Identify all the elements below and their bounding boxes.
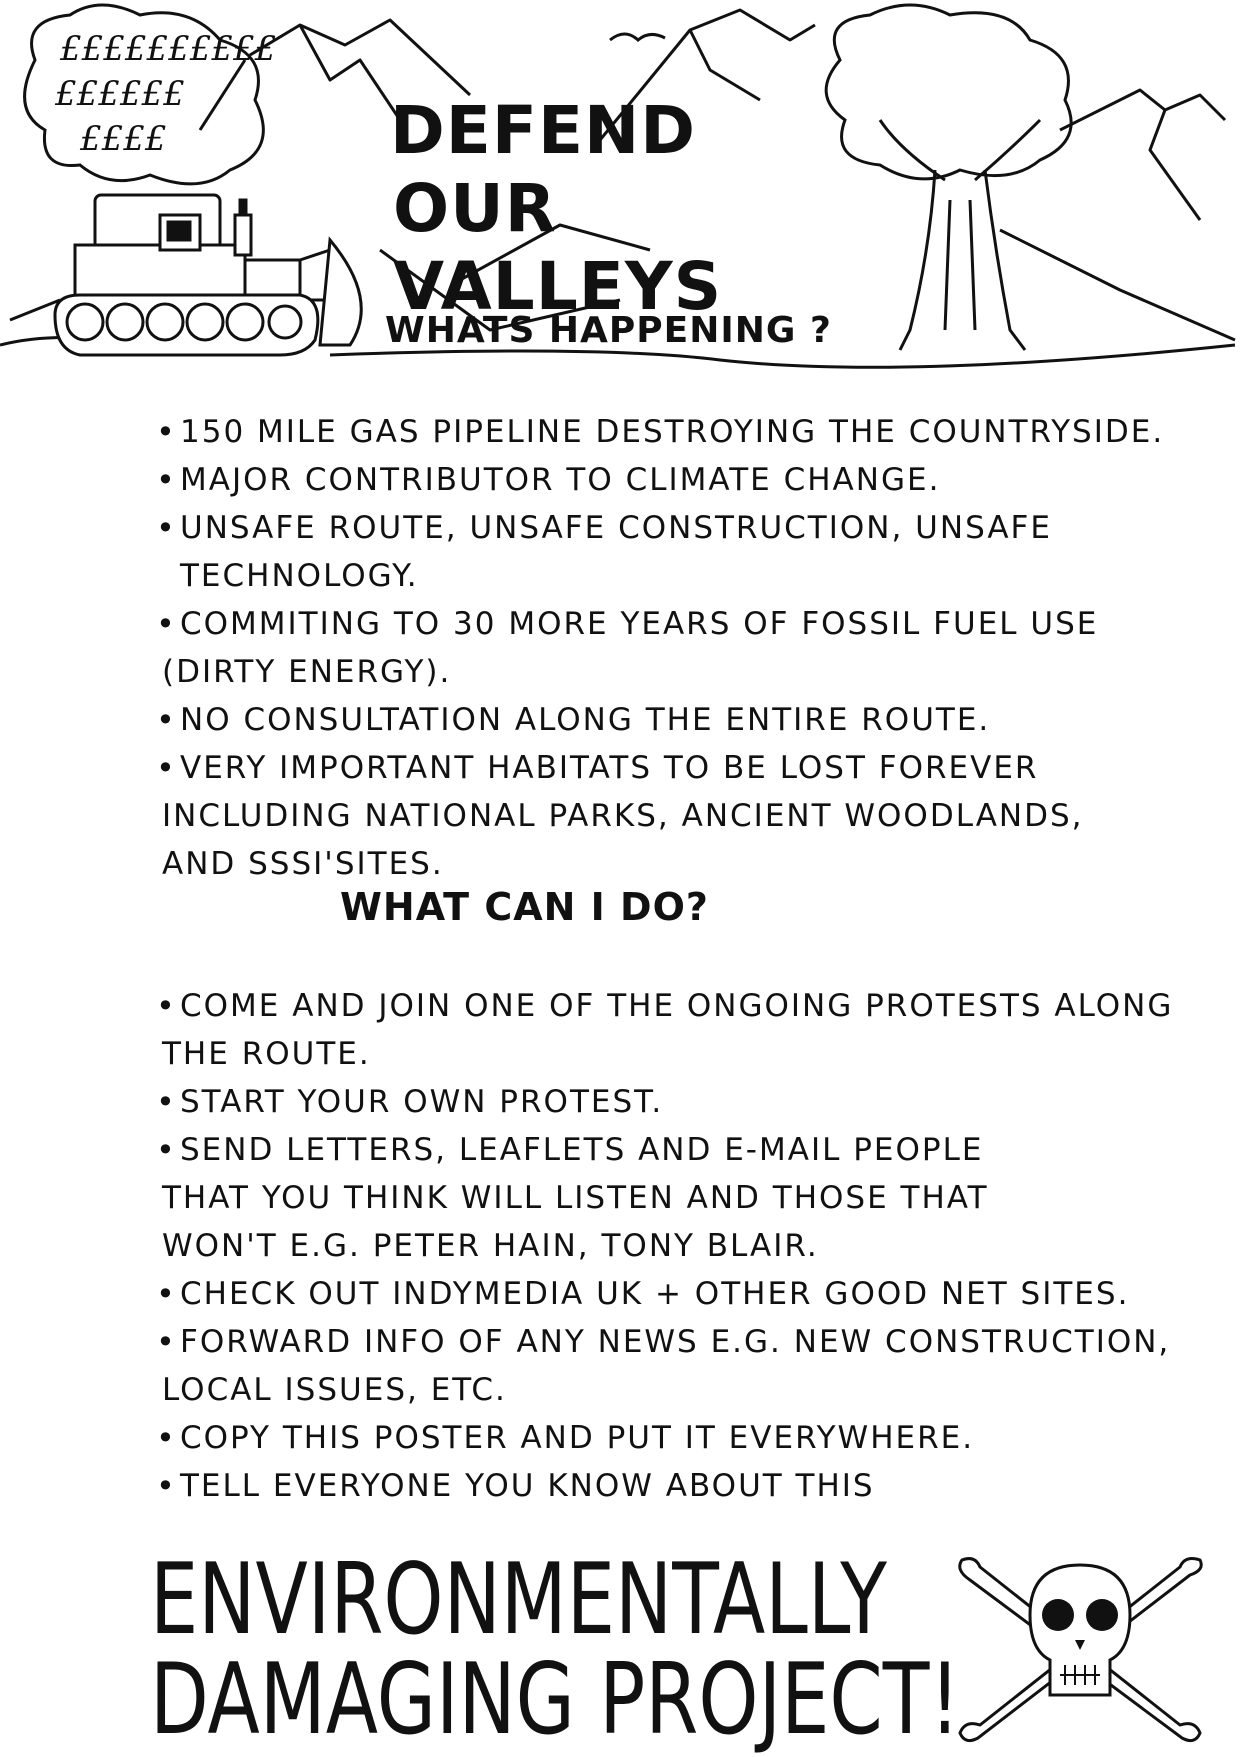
title-line-1: DEFEND [390, 92, 697, 169]
whats-happening-heading: WHATS HAPPENING ? [385, 310, 832, 351]
list-item: • COMMITING TO 30 MORE YEARS OF FOSSIL FUEL USE (DIRTY ENERGY). [160, 600, 1230, 696]
whats-happening-list [160, 408, 1230, 888]
svg-text:££££££: ££££££ [55, 74, 185, 114]
what-can-i-do-list [160, 982, 1230, 1510]
svg-text:££££££££££: ££££££££££ [60, 29, 277, 69]
footer-line-2: DAMAGING PROJECT! [150, 1643, 961, 1757]
list-item: • MAJOR CONTRIBUTOR TO CLIMATE CHANGE. [160, 456, 1230, 504]
title-line-2: OUR VALLEYS [393, 170, 723, 325]
list-item: • UNSAFE ROUTE, UNSAFE CONSTRUCTION, UNSAFE TECHNOLOGY. [160, 504, 1230, 600]
svg-text:££££: ££££ [80, 119, 167, 159]
list-item: • 150 MILE GAS PIPELINE DESTROYING THE COUNTRYSIDE. [160, 408, 1230, 456]
list-item: • COPY THIS POSTER AND PUT IT EVERYWHERE. [160, 1414, 1230, 1462]
list-item: • START YOUR OWN PROTEST. [160, 1078, 1230, 1126]
list-item: • COME AND JOIN ONE OF THE ONGOING PROTESTS ALONG THE ROUTE. [160, 982, 1230, 1078]
what-can-i-do-heading: WHAT CAN I DO? [340, 885, 709, 929]
list-item: • NO CONSULTATION ALONG THE ENTIRE ROUTE. [160, 696, 1230, 744]
list-item: • CHECK OUT INDYMEDIA UK + OTHER GOOD NET SITES. [160, 1270, 1230, 1318]
list-item: • VERY IMPORTANT HABITATS TO BE LOST FOREVER INCLUDING NATIONAL PARKS, ANCIENT WOODLANDS, AND SSSI'SITES. [160, 744, 1230, 888]
footer-line-1: ENVIRONMENTALLY [150, 1543, 887, 1657]
poster-title [390, 92, 820, 326]
money-cloud-icon [25, 5, 277, 184]
bulldozer-icon [55, 195, 361, 355]
list-item: • FORWARD INFO OF ANY NEWS E.G. NEW CONSTRUCTION, LOCAL ISSUES, ETC. [160, 1318, 1230, 1414]
skull-crossbones-icon [950, 1555, 1210, 1745]
list-item: • TELL EVERYONE YOU KNOW ABOUT THIS [160, 1462, 1230, 1510]
bird-icon [610, 34, 665, 40]
tree-icon [826, 5, 1071, 350]
list-item: • SEND LETTERS, LEAFLETS AND E-MAIL PEOPLE THAT YOU THINK WILL LISTEN AND THOSE THAT WON'T E.G. PETER HAIN, TONY BLAIR. [160, 1126, 1230, 1270]
